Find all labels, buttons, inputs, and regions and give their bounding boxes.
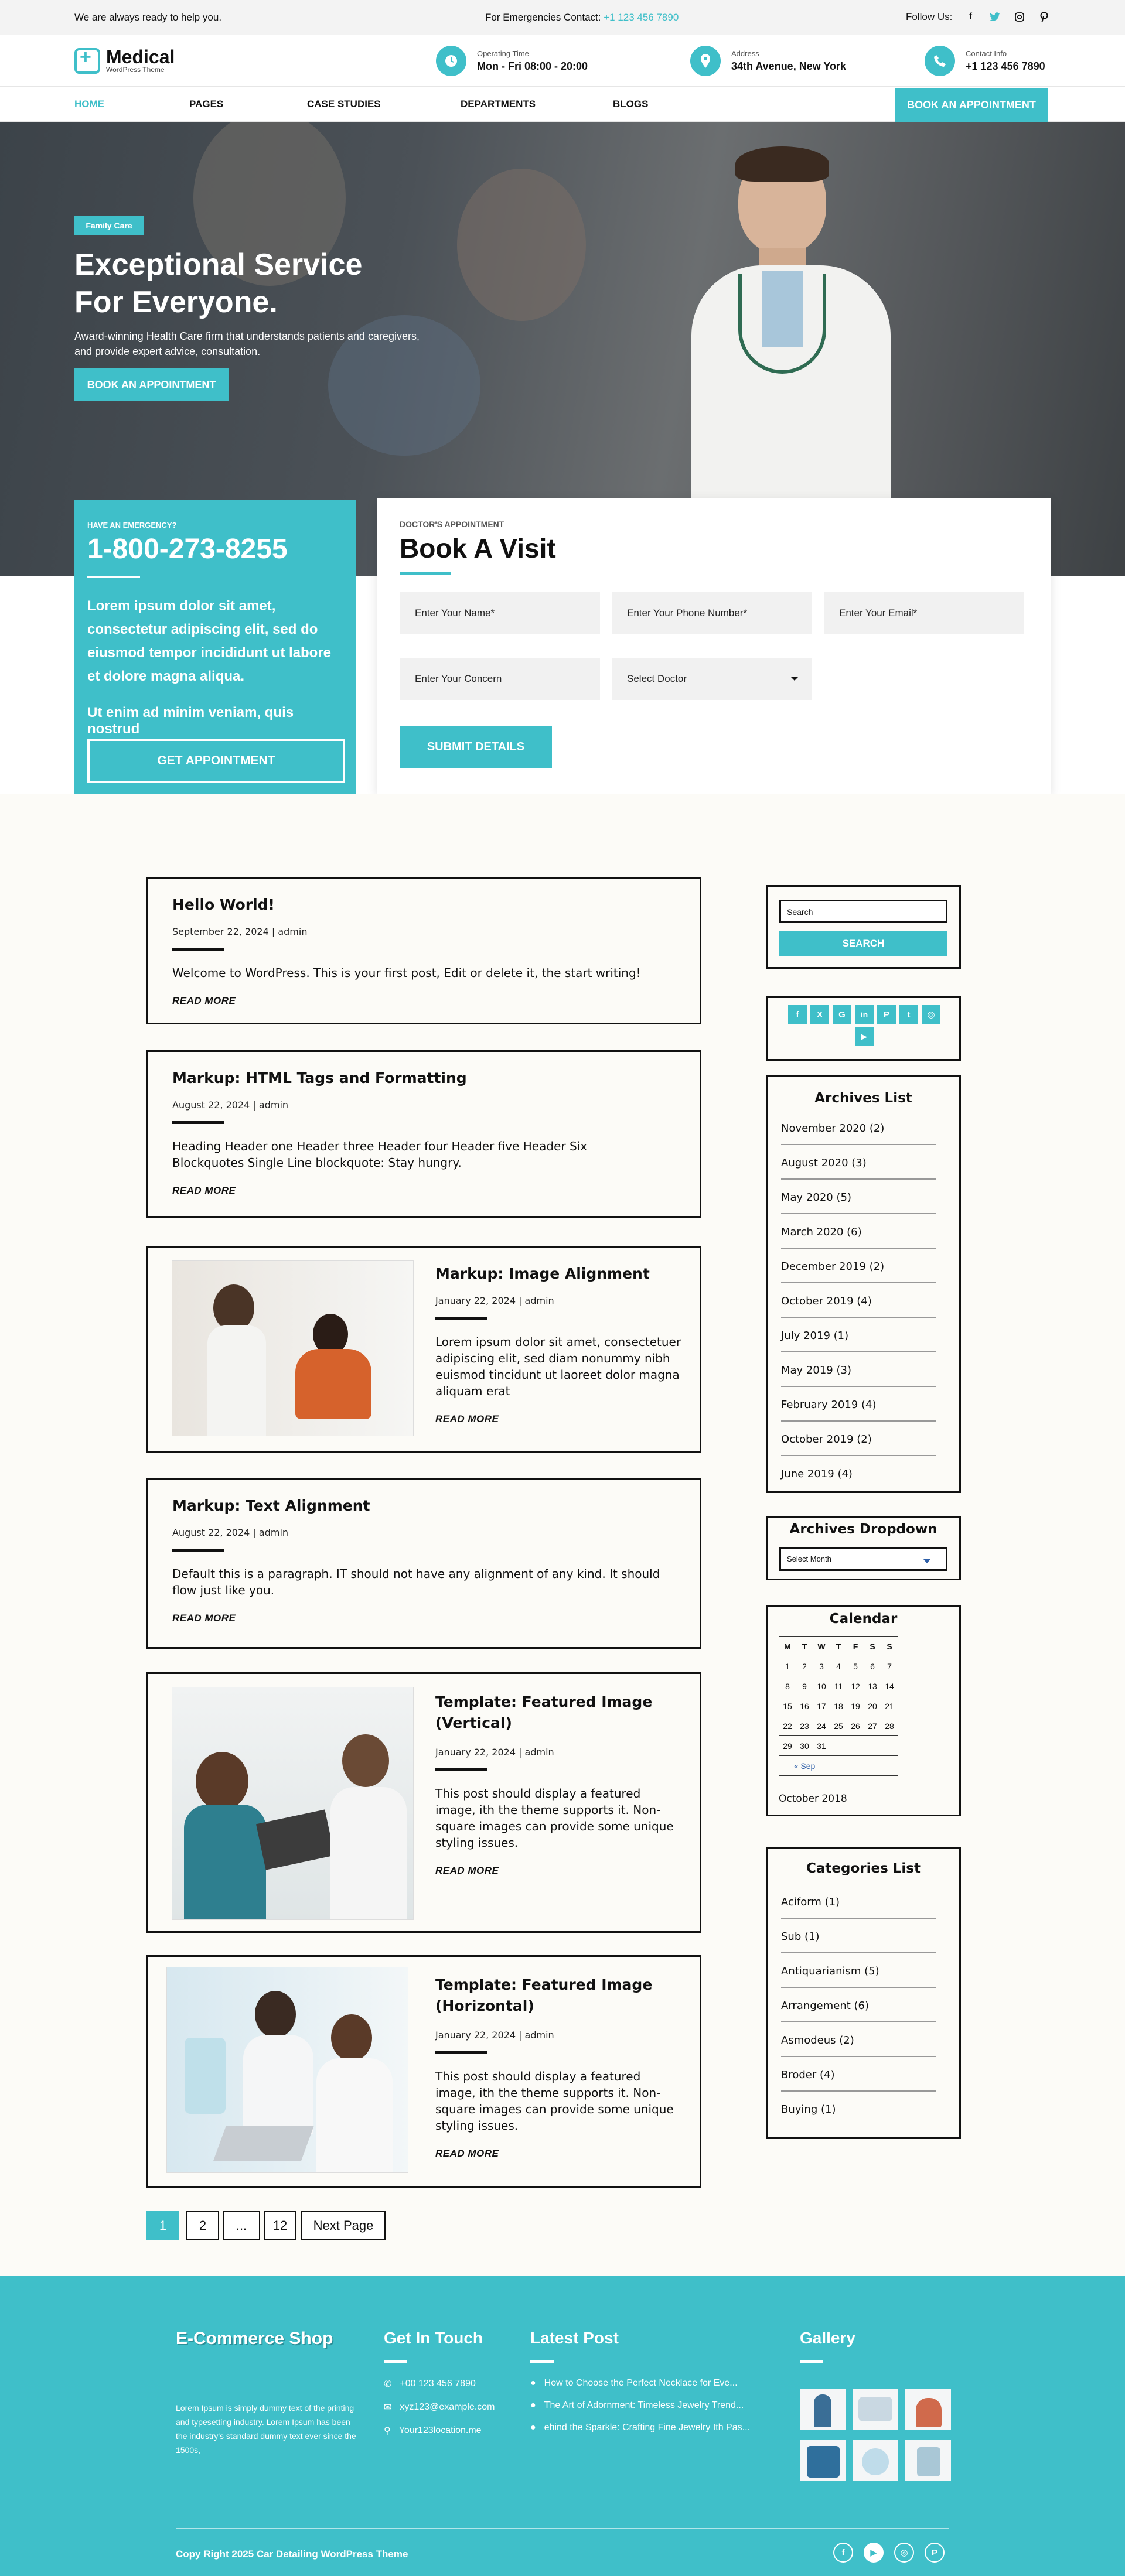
instagram-icon[interactable]: ◎ [922, 1005, 940, 1024]
archive-link[interactable]: October 2019 (2) [781, 1433, 936, 1456]
post-title[interactable]: Markup: Text Alignment [172, 1497, 370, 1514]
latest-post-text: The Art of Adornment: Timeless Jewelry Trend... [544, 2400, 744, 2410]
calendar-day: 24 [813, 1716, 830, 1736]
bullet-icon: ● [530, 2423, 536, 2432]
booking-form [377, 498, 1051, 794]
phone-icon: ✆ [384, 2379, 392, 2389]
calendar-day [864, 1736, 881, 1756]
concern-field[interactable]: Enter Your Concern [400, 658, 600, 700]
post-card [146, 1246, 701, 1453]
calendar-day: 27 [864, 1716, 881, 1736]
search-input[interactable]: Search [779, 900, 947, 923]
category-link[interactable]: Buying (1) [781, 2103, 836, 2116]
bullet-icon: ● [530, 2378, 536, 2388]
categories-title: Categories List [806, 1861, 921, 1876]
page-ellipsis: ... [223, 2211, 260, 2240]
archives-dropdown-widget [766, 1516, 961, 1580]
calendar-prev-link[interactable]: « Sep [779, 1756, 830, 1776]
page-1-button[interactable]: 1 [146, 2211, 179, 2240]
weekday-label: F [847, 1637, 864, 1656]
post-thumbnail-image[interactable] [172, 1687, 414, 1920]
post-excerpt: Default this is a paragraph. IT should not have any alignment of any kind. It should flow just like you. [172, 1567, 660, 1597]
gallery-image[interactable] [853, 2389, 898, 2430]
categories-widget [766, 1847, 961, 2139]
calendar-day: 6 [864, 1656, 881, 1676]
divider [384, 2360, 407, 2363]
instagram-icon[interactable] [1013, 11, 1026, 23]
weekday-label: S [881, 1637, 898, 1656]
x-icon[interactable]: X [810, 1005, 829, 1024]
tumblr-icon[interactable]: t [899, 1005, 918, 1024]
hero-title-line1: Exceptional Service [74, 248, 363, 282]
archive-link[interactable]: June 2019 (4) [781, 1468, 853, 1480]
gallery-image[interactable] [853, 2440, 898, 2481]
social-icons [785, 1005, 943, 1046]
read-more-link[interactable]: READ MORE [172, 995, 236, 1006]
weekday-label: S [864, 1637, 881, 1656]
read-more-link[interactable]: READ MORE [172, 1185, 236, 1196]
emergency-phone[interactable]: 1-800-273-8255 [87, 534, 288, 565]
emergency-contact [485, 12, 679, 23]
logo-title: Medical [106, 46, 175, 67]
divider [435, 1768, 487, 1771]
latest-post-link[interactable] [530, 2400, 750, 2411]
help-text: We are always ready to help you. [74, 12, 222, 23]
pinterest-icon[interactable] [1038, 11, 1051, 23]
post-thumbnail-image[interactable] [172, 1260, 414, 1436]
category-link[interactable]: Broder (4) [781, 2069, 936, 2092]
post-excerpt: This post should display a featured image, ith the theme supports it. Non-square images can provide some unique styling issues. [435, 2069, 674, 2133]
post-card [146, 1050, 701, 1218]
calendar-day: 13 [864, 1676, 881, 1696]
archive-link[interactable]: March 2020 (6) [781, 1226, 936, 1249]
calendar-day: 8 [779, 1676, 796, 1696]
address-label: Address [731, 49, 759, 58]
footer-location-text: Your123location.me [398, 2425, 482, 2435]
booking-label: DOCTOR'S APPOINTMENT [400, 520, 504, 529]
phone-field[interactable]: Enter Your Phone Number* [612, 592, 812, 634]
category-link[interactable]: Arrangement (6) [781, 2000, 936, 2022]
categories-list [781, 1896, 959, 2125]
nav-book-appointment-button[interactable]: BOOK AN APPOINTMENT [895, 88, 1048, 122]
archive-link[interactable]: July 2019 (1) [781, 1330, 936, 1352]
contact-label: Contact Info [966, 49, 1007, 58]
calendar-caption: October 2018 [779, 1793, 847, 1805]
calendar-day [847, 1736, 864, 1756]
latest-post-title: Latest Post [530, 2329, 619, 2347]
archives-widget [766, 1075, 961, 1493]
footer-divider [176, 2528, 949, 2529]
address-value: 34th Avenue, New York [731, 60, 847, 72]
footer-gallery [800, 2329, 855, 2363]
divider [172, 948, 224, 951]
archives-dropdown-title: Archives Dropdown [789, 1522, 938, 1537]
category-link[interactable]: Antiquarianism (5) [781, 1965, 936, 1988]
calendar-day: 15 [779, 1696, 796, 1716]
calendar-day: 12 [847, 1676, 864, 1696]
read-more-link[interactable]: READ MORE [435, 1865, 499, 1876]
emergency-text: Lorem ipsum dolor sit amet, consectetur adipiscing elit, sed do eiusmod tempor incididunt ut labore et dolore magna aliqua. [87, 598, 332, 684]
divider [435, 1317, 487, 1320]
calendar-day: 23 [796, 1716, 813, 1736]
latest-post-link[interactable] [530, 2423, 750, 2433]
next-page-button[interactable]: Next Page [301, 2211, 386, 2240]
search-widget [766, 885, 961, 969]
latest-post-link[interactable] [530, 2378, 750, 2389]
post-excerpt: Lorem ipsum dolor sit amet, consectetuer adipiscing elit, sed diam nonummy nibh euismod tincidunt ut laoreet dolor magna aliquam erat [435, 1335, 681, 1398]
get-in-touch-title: Get In Touch [384, 2329, 483, 2347]
archive-link[interactable]: May 2020 (5) [781, 1191, 936, 1214]
footer-email-text: xyz123@example.com [400, 2402, 495, 2412]
calendar-day: 19 [847, 1696, 864, 1716]
emergency-card [74, 500, 356, 794]
youtube-icon[interactable]: ▶ [855, 1027, 874, 1046]
chevron-down-icon [923, 1557, 930, 1566]
calendar-widget [766, 1605, 961, 1816]
facebook-icon[interactable]: f [833, 2543, 853, 2563]
post-meta: September 22, 2024 | admin [172, 926, 308, 937]
calendar-week-row [779, 1676, 898, 1696]
hero-badge: Family Care [74, 216, 144, 235]
calendar-header-row [779, 1637, 898, 1656]
divider [530, 2360, 554, 2363]
divider [435, 2051, 487, 2054]
facebook-icon[interactable]: f [969, 12, 973, 22]
archive-link[interactable]: December 2019 (2) [781, 1260, 936, 1283]
calendar-day: 18 [830, 1696, 847, 1716]
archive-link[interactable]: October 2019 (4) [781, 1295, 936, 1318]
footer-about: Lorem Ipsum is simply dummy text of the printing and typesetting industry. Lorem Ipsum has been the industry's standard dummy text ever since the 1500s, [176, 2403, 356, 2455]
post-meta: January 22, 2024 | admin [435, 1747, 554, 1758]
linkedin-icon[interactable]: in [855, 1005, 874, 1024]
nav-case-studies[interactable]: CASE STUDIES [307, 98, 381, 110]
emergency-label: HAVE AN EMERGENCY? [87, 521, 177, 529]
post-card [146, 1672, 701, 1933]
read-more-link[interactable]: READ MORE [172, 1612, 236, 1624]
operating-label: Operating Time [477, 49, 529, 58]
calendar-day: 21 [881, 1696, 898, 1716]
post-meta: January 22, 2024 | admin [435, 2030, 554, 2041]
post-thumbnail-image[interactable] [166, 1967, 408, 2173]
post-excerpt: Welcome to WordPress. This is your first post, Edit or delete it, the start writing! [172, 966, 641, 980]
follow-label: Follow Us: [906, 11, 953, 22]
calendar-week-row [779, 1696, 898, 1716]
archives-list [781, 1122, 959, 1489]
weekday-label: T [796, 1637, 813, 1656]
footer [0, 2276, 1125, 2576]
emergency-text-2: Ut enim ad minim veniam, quis nostrud [87, 705, 294, 737]
gallery-image[interactable] [905, 2440, 951, 2481]
calendar-day: 14 [881, 1676, 898, 1696]
post-card [146, 877, 701, 1024]
calendar-week-row [779, 1736, 898, 1756]
site-logo[interactable] [74, 48, 175, 74]
bullet-icon: ● [530, 2400, 536, 2410]
footer-social-icons [833, 2543, 945, 2563]
weekday-label: M [779, 1637, 796, 1656]
category-link[interactable]: Asmodeus (2) [781, 2034, 936, 2057]
doctor-select[interactable] [612, 658, 812, 700]
page-2-button[interactable]: 2 [186, 2211, 219, 2240]
calendar-day: 16 [796, 1696, 813, 1716]
footer-phone-text: +00 123 456 7890 [400, 2379, 476, 2389]
calendar-title: Calendar [829, 1611, 898, 1627]
instagram-icon[interactable]: ◎ [894, 2543, 914, 2563]
calendar-day: 9 [796, 1676, 813, 1696]
post-excerpt: This post should display a featured image, ith the theme supports it. Non-square images can provide some unique styling issues. [435, 1786, 674, 1850]
nav-pages[interactable]: PAGES [189, 98, 224, 110]
location-icon [690, 46, 721, 76]
hero-title-line2: For Everyone. [74, 285, 278, 319]
divider [172, 1549, 224, 1552]
emergency-label: For Emergencies Contact: [485, 12, 601, 23]
header-info-operating [436, 46, 588, 76]
calendar-day: 20 [864, 1696, 881, 1716]
email-field[interactable]: Enter Your Email* [824, 592, 1024, 634]
calendar-day: 3 [813, 1656, 830, 1676]
weekday-label: W [813, 1637, 830, 1656]
google-icon[interactable]: G [833, 1005, 851, 1024]
post-title[interactable]: Markup: Image Alignment [435, 1265, 650, 1282]
clock-icon [436, 46, 466, 76]
latest-post-text: How to Choose the Perfect Necklace for Eve... [544, 2378, 738, 2388]
emergency-phone-link[interactable]: +1 123 456 7890 [604, 12, 679, 23]
header-info-address [690, 46, 846, 76]
follow-us [906, 11, 1051, 23]
social-widget [766, 996, 961, 1061]
contact-value: +1 123 456 7890 [966, 60, 1045, 72]
calendar-day: 29 [779, 1736, 796, 1756]
weekday-label: T [830, 1637, 847, 1656]
gallery-image[interactable] [800, 2440, 846, 2481]
read-more-link[interactable]: READ MORE [435, 2148, 499, 2159]
footer-brand[interactable]: E-Commerce Shop [176, 2329, 333, 2348]
calendar-day: 25 [830, 1716, 847, 1736]
booking-title: Book A Visit [400, 533, 556, 563]
post-title[interactable]: Template: Featured Image (Horizontal) [435, 1976, 653, 2014]
doctor-select-value: Select Doctor [627, 673, 687, 684]
logo-subtitle: WordPress Theme [106, 66, 165, 74]
header-info-contact [925, 46, 1045, 76]
post-meta: January 22, 2024 | admin [435, 1295, 554, 1306]
gallery-image[interactable] [800, 2389, 846, 2430]
footer-get-in-touch [384, 2329, 495, 2437]
divider [172, 1121, 224, 1124]
location-icon: ⚲ [384, 2426, 391, 2436]
post-card [146, 1478, 701, 1649]
nav-blogs[interactable]: BLOGS [613, 98, 649, 110]
divider [400, 572, 451, 575]
calendar-day: 17 [813, 1696, 830, 1716]
footer-email[interactable] [384, 2401, 495, 2413]
gallery-title: Gallery [800, 2329, 855, 2347]
calendar-day [830, 1736, 847, 1756]
read-more-link[interactable]: READ MORE [435, 1413, 499, 1424]
post-excerpt: Heading Header one Header three Header four Header five Header Six Blockquotes Single Line blockquote: Stay hungry. [172, 1139, 588, 1170]
pinterest-icon[interactable]: P [925, 2543, 945, 2563]
calendar-week-row [779, 1656, 898, 1676]
footer-phone[interactable] [384, 2378, 495, 2390]
page-12-button[interactable]: 12 [264, 2211, 296, 2240]
post-title[interactable]: Markup: HTML Tags and Formatting [172, 1070, 467, 1087]
archive-link[interactable]: February 2019 (4) [781, 1399, 936, 1422]
submit-details-button[interactable]: SUBMIT DETAILS [400, 726, 552, 768]
calendar-day: 11 [830, 1676, 847, 1696]
calendar-day: 1 [779, 1656, 796, 1676]
hero-book-appointment-button[interactable]: BOOK AN APPOINTMENT [74, 368, 229, 401]
get-appointment-button[interactable]: GET APPOINTMENT [87, 739, 345, 783]
twitter-icon[interactable] [988, 11, 1001, 23]
calendar-day: 28 [881, 1716, 898, 1736]
calendar-day: 5 [847, 1656, 864, 1676]
copyright-text: Copy Right 2025 Car Detailing WordPress Theme [176, 2548, 408, 2560]
nav-departments[interactable]: DEPARTMENTS [461, 98, 536, 110]
mail-icon: ✉ [384, 2403, 392, 2413]
footer-location[interactable] [384, 2425, 495, 2437]
facebook-icon[interactable]: f [788, 1005, 807, 1024]
medical-cross-icon [74, 48, 100, 74]
calendar-day: 22 [779, 1716, 796, 1736]
search-button[interactable]: SEARCH [779, 931, 947, 956]
archive-link[interactable]: May 2019 (3) [781, 1364, 936, 1387]
hero-title [74, 246, 485, 321]
chevron-down-icon [791, 673, 798, 685]
archive-link[interactable]: August 2020 (3) [781, 1157, 936, 1180]
calendar-table [779, 1636, 898, 1776]
post-title[interactable]: Template: Featured Image (Vertical) [435, 1693, 653, 1731]
post-title[interactable]: Hello World! [172, 896, 275, 913]
calendar-day: 31 [813, 1736, 830, 1756]
gallery-image[interactable] [905, 2389, 951, 2430]
month-select[interactable] [779, 1547, 947, 1571]
post-meta: August 22, 2024 | admin [172, 1527, 289, 1538]
operating-value: Mon - Fri 08:00 - 20:00 [477, 60, 588, 72]
youtube-icon[interactable]: ▶ [864, 2543, 884, 2563]
post-card [146, 1955, 701, 2188]
divider [87, 576, 140, 578]
archive-link[interactable]: November 2020 (2) [781, 1122, 936, 1145]
top-bar [0, 0, 1125, 35]
calendar-week-row [779, 1716, 898, 1736]
archives-title: Archives List [814, 1091, 912, 1106]
footer-latest-post [530, 2329, 750, 2433]
latest-post-text: ehind the Sparkle: Crafting Fine Jewelry Ith Pas... [544, 2423, 750, 2432]
calendar-day: 26 [847, 1716, 864, 1736]
name-field[interactable]: Enter Your Name* [400, 592, 600, 634]
calendar-day: 30 [796, 1736, 813, 1756]
calendar-day: 2 [796, 1656, 813, 1676]
calendar-nav-row [779, 1756, 898, 1776]
category-link[interactable]: Aciform (1) [781, 1896, 936, 1919]
pinterest-icon[interactable]: P [877, 1005, 896, 1024]
calendar-day: 4 [830, 1656, 847, 1676]
post-meta: August 22, 2024 | admin [172, 1099, 289, 1111]
calendar-day [881, 1736, 898, 1756]
month-select-value: Select Month [787, 1555, 831, 1563]
nav-home[interactable]: HOME [74, 98, 104, 110]
calendar-day: 10 [813, 1676, 830, 1696]
phone-icon [925, 46, 955, 76]
calendar-day: 7 [881, 1656, 898, 1676]
hero-subtitle: Award-winning Health Care firm that understands patients and caregivers, and provide expert advice, consultation. [74, 330, 420, 357]
divider [800, 2360, 823, 2363]
category-link[interactable]: Sub (1) [781, 1931, 936, 1953]
